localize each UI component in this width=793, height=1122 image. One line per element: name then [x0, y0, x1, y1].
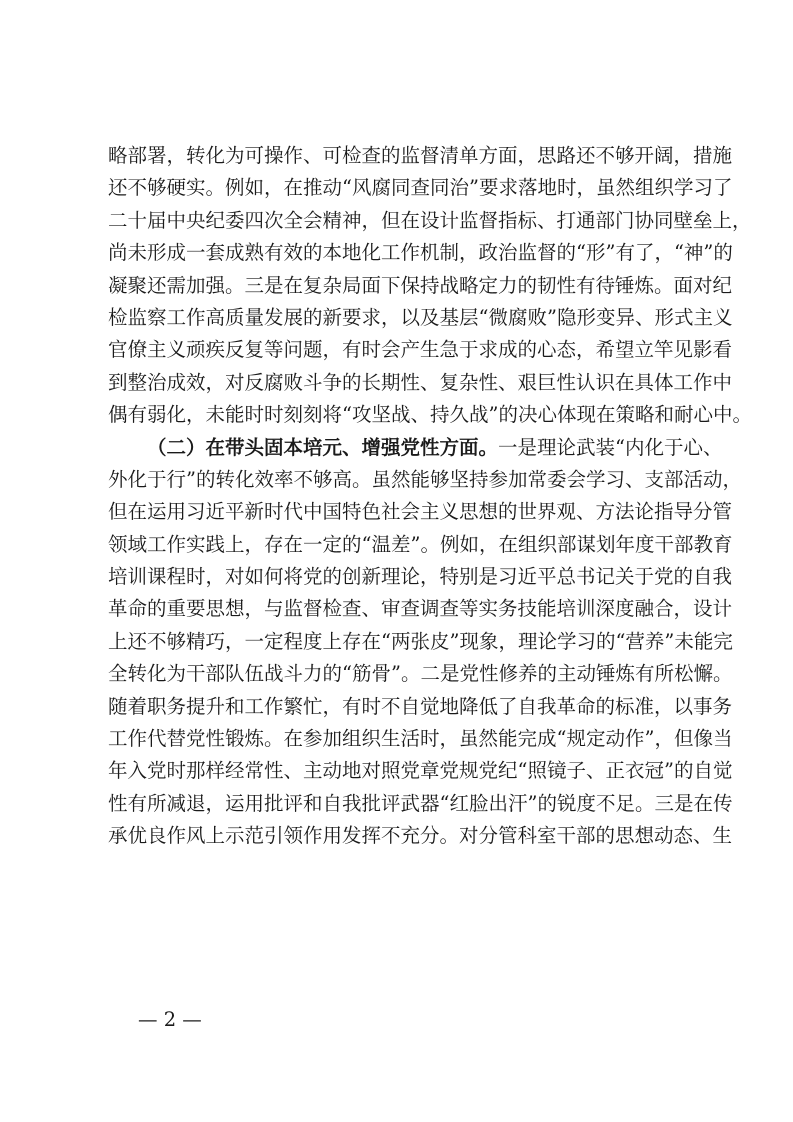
text-line: 但在运用习近平新时代中国特色社会主义思想的世界观、方法论指导分管	[108, 500, 733, 524]
body-text	[108, 140, 752, 853]
text-line: 全转化为干部队伍战斗力的“筋骨”。二是党性修养的主动锤炼有所松懈。	[108, 662, 733, 686]
text-line-first	[108, 432, 723, 464]
text-line: 领域工作实践上，存在一定的“温差”。例如，在组织部谋划年度干部教育	[108, 532, 733, 556]
paragraph-1	[108, 140, 752, 432]
text-run: 一是理论武装“内化于心、	[498, 435, 723, 459]
text-line: 工作代替党性锻炼。在参加组织生活时，虽然能完成“规定动作”，但像当	[108, 727, 733, 751]
text-line: 官僚主义顽疾反复等问题，有时会产生急于求成的心态，希望立竿见影看	[108, 338, 733, 362]
text-line: 二十届中央纪委四次全会精神，但在设计监督指标、打通部门协同壁垒上，	[108, 208, 752, 232]
text-line: 外化于行”的转化效率不够高。虽然能够坚持参加常委会学习、支部活动，	[108, 467, 742, 491]
text-line: 随着职务提升和工作繁忙，有时不自觉地降低了自我革命的标准，以事务	[108, 694, 733, 718]
text-line: 革命的重要思想，与监督检查、审查调查等实务技能培训深度融合，设计	[108, 597, 733, 621]
text-line: 检监察工作高质量发展的新要求，以及基层“微腐败”隐形变异、形式主义	[108, 305, 733, 329]
text-line: 凝聚还需加强。三是在复杂局面下保持战略定力的韧性有待锤炼。面对纪	[108, 273, 733, 297]
text-line: 还不够硬实。例如，在推动“风腐同查同治”要求落地时，虽然组织学习了	[108, 176, 733, 200]
text-line: 上还不够精巧，一定程度上存在“两张皮”现象，理论学习的“营养”未能完	[108, 629, 733, 653]
text-line: 尚未形成一套成熟有效的本地化工作机制，政治监督的“形”有了，“神”的	[108, 241, 733, 265]
section-heading: （二）在带头固本培元、增强党性方面。	[147, 435, 499, 459]
text-line: 到整治成效，对反腐败斗争的长期性、复杂性、艰巨性认识在具体工作中	[108, 370, 733, 394]
text-line: 偶有弱化，未能时时刻刻将“攻坚战、持久战”的决心体现在策略和耐心中。	[108, 403, 752, 427]
text-line: 培训课程时，对如何将党的创新理论，特别是习近平总书记关于党的自我	[108, 565, 733, 589]
text-line: 性有所减退，运用批评和自我批评武器“红脸出汗”的锐度不足。三是在传	[108, 791, 733, 815]
text-line: 略部署，转化为可操作、可检查的监督清单方面，思路还不够开阔，措施	[108, 144, 733, 167]
page-number: — 2 —	[138, 1008, 202, 1031]
paragraph-2	[108, 432, 742, 853]
text-line: 承优良作风上示范引领作用发挥不充分。对分管科室干部的思想动态、生	[108, 824, 733, 848]
text-line: 年入党时那样经常性、主动地对照党章党规党纪“照镜子、正衣冠”的自觉	[108, 759, 733, 783]
